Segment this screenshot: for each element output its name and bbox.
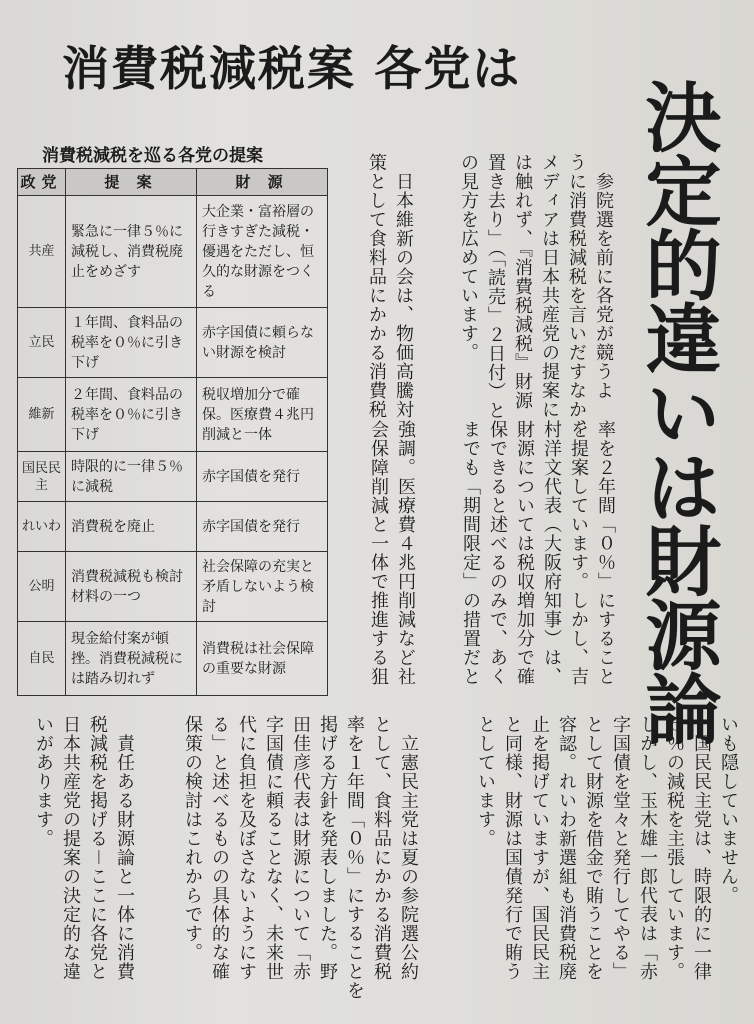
article-top-line: までも「期間限定」の措置だと	[460, 420, 481, 686]
funding-cell: 赤字国債に頼らない財源を検討	[197, 308, 328, 378]
table-header-row	[18, 169, 328, 196]
header-party: 政党	[18, 169, 66, 196]
article-top-line: 会保障削減と一体で推進する狙	[368, 420, 389, 686]
article-bottom-line: 立憲民主党は夏の参院選公約	[398, 715, 419, 981]
proposal-cell: 消費税を廃止	[66, 502, 197, 552]
table-row	[18, 452, 328, 502]
article-bottom-line: 字国債を堂々と発行してやる」	[610, 715, 631, 981]
article-bottom-line: 日本共産党の提案の決定的な違	[60, 715, 81, 981]
article-top-line: 村洋文代表（大阪府知事）は、	[541, 420, 562, 686]
table-row	[18, 622, 328, 696]
header-proposal: 提 案	[66, 169, 197, 196]
party-cell: 立民	[18, 308, 66, 378]
article-bottom-line: 容認。れいわ新選組も消費税廃	[556, 715, 577, 981]
article-bottom-line: として、食料品にかかる消費税	[371, 715, 392, 981]
funding-cell: 社会保障の充実と矛盾しないよう検討	[197, 552, 328, 622]
table-row	[18, 552, 328, 622]
article-bottom-line: る」と述べるものの具体的な確	[209, 715, 230, 981]
party-cell: 公明	[18, 552, 66, 622]
proposal-cell: ２年間、食料品の税率を０％に引き下げ	[66, 378, 197, 452]
funding-cell: 赤字国債を発行	[197, 452, 328, 502]
article-bottom-line: 代に負担を及ぼさないようにす	[236, 715, 257, 981]
article-top-line: の見方を広めています。	[458, 153, 479, 362]
article-top-line: は触れず、『消費税減税』財源	[512, 153, 533, 410]
article-bottom-line: しかし、玉木雄一郎代表は「赤	[637, 715, 658, 981]
article-top-line: 率を２年間「０％」にすること	[595, 420, 616, 686]
article-top-line: 強調。医療費４兆円削減など社	[395, 420, 416, 686]
table-caption: 消費税減税を巡る各党の提案	[42, 146, 263, 166]
party-cell: 国民民主	[18, 452, 66, 502]
proposal-cell: 緊急に一律５％に減税し、消費税廃止をめざす	[66, 196, 197, 308]
article-bottom-line: 掲げる方針を発表しました。野	[317, 715, 338, 981]
table-row	[18, 378, 328, 452]
party-cell: れいわ	[18, 502, 66, 552]
article-bottom-line: 田佳彦代表は財源について「赤	[290, 715, 311, 981]
proposal-cell: 時限的に一律５％に減税	[66, 452, 197, 502]
party-cell: 自民	[18, 622, 66, 696]
article-bottom-line: 字国債に頼ることなく、未来世	[263, 715, 284, 981]
article-top-line: メディアは日本共産党の提案に	[539, 153, 560, 419]
article-bottom-line: 保策の検討はこれからです。	[182, 715, 203, 962]
article-top-line: 置き去り」（「読売」２日付）と	[485, 153, 506, 420]
funding-cell: 赤字国債を発行	[197, 502, 328, 552]
article-bottom-line: いがあります。	[33, 715, 54, 848]
article-bottom-line: として財源を借金で賄うことを	[583, 715, 604, 981]
party-cell: 共産	[18, 196, 66, 308]
table-row	[18, 502, 328, 552]
headline: 消費税減税案 各党は	[62, 42, 522, 97]
party-cell: 維新	[18, 378, 66, 452]
article-bottom-line: ５％の減税を主張しています。	[664, 715, 685, 981]
table-row	[18, 308, 328, 378]
article-bottom-line: 国民民主党は、時限的に一律	[691, 715, 712, 981]
article-top-line: 日本維新の会は、物価高騰対	[393, 153, 414, 419]
article-bottom-line: と同様、財源は国債発行で賄う	[502, 715, 523, 981]
article-bottom-line: 責任ある財源論と一体に消費	[114, 715, 135, 981]
proposal-table	[17, 168, 328, 696]
article-top-line: 保できると述べるのみで、あく	[487, 420, 508, 686]
proposal-cell: 現金給付案が頓挫。消費税減税には踏み切れず	[66, 622, 197, 696]
article-bottom-line: 率を１年間「０％」にすることを	[344, 715, 365, 1000]
article-top-line: うに消費税減税を言いだすなか、	[566, 153, 587, 438]
header-funding: 財 源	[197, 169, 328, 196]
article-top-line: 財源については税収増加分で確	[514, 420, 535, 686]
article-top-line: 参院選を前に各党が競うよ	[593, 153, 614, 400]
article-bottom-line: 止を掲げていますが、国民民主	[529, 715, 550, 981]
article-top-line: を提案しています。しかし、吉	[568, 420, 589, 686]
main-vertical-headline: 決定的違いは財源論	[633, 78, 722, 744]
funding-cell: 大企業・富裕層の行きすぎた減税・優遇をただし、恒久的な財源をつくる	[197, 196, 328, 308]
article-top-line: 策として食料品にかかる消費税	[366, 153, 387, 419]
proposal-cell: １年間、食料品の税率を０％に引き下げ	[66, 308, 197, 378]
article-bottom-line: いも隠していません。	[718, 715, 739, 905]
funding-cell: 税収増加分で確保。医療費４兆円削減と一体	[197, 378, 328, 452]
article-bottom-line: としています。	[475, 715, 496, 848]
table-row	[18, 196, 328, 308]
funding-cell: 消費税は社会保障の重要な財源	[197, 622, 328, 696]
proposal-cell: 消費税減税も検討材料の一つ	[66, 552, 197, 622]
article-bottom-line: 税減税を掲げる－ここに各党と	[87, 715, 108, 981]
